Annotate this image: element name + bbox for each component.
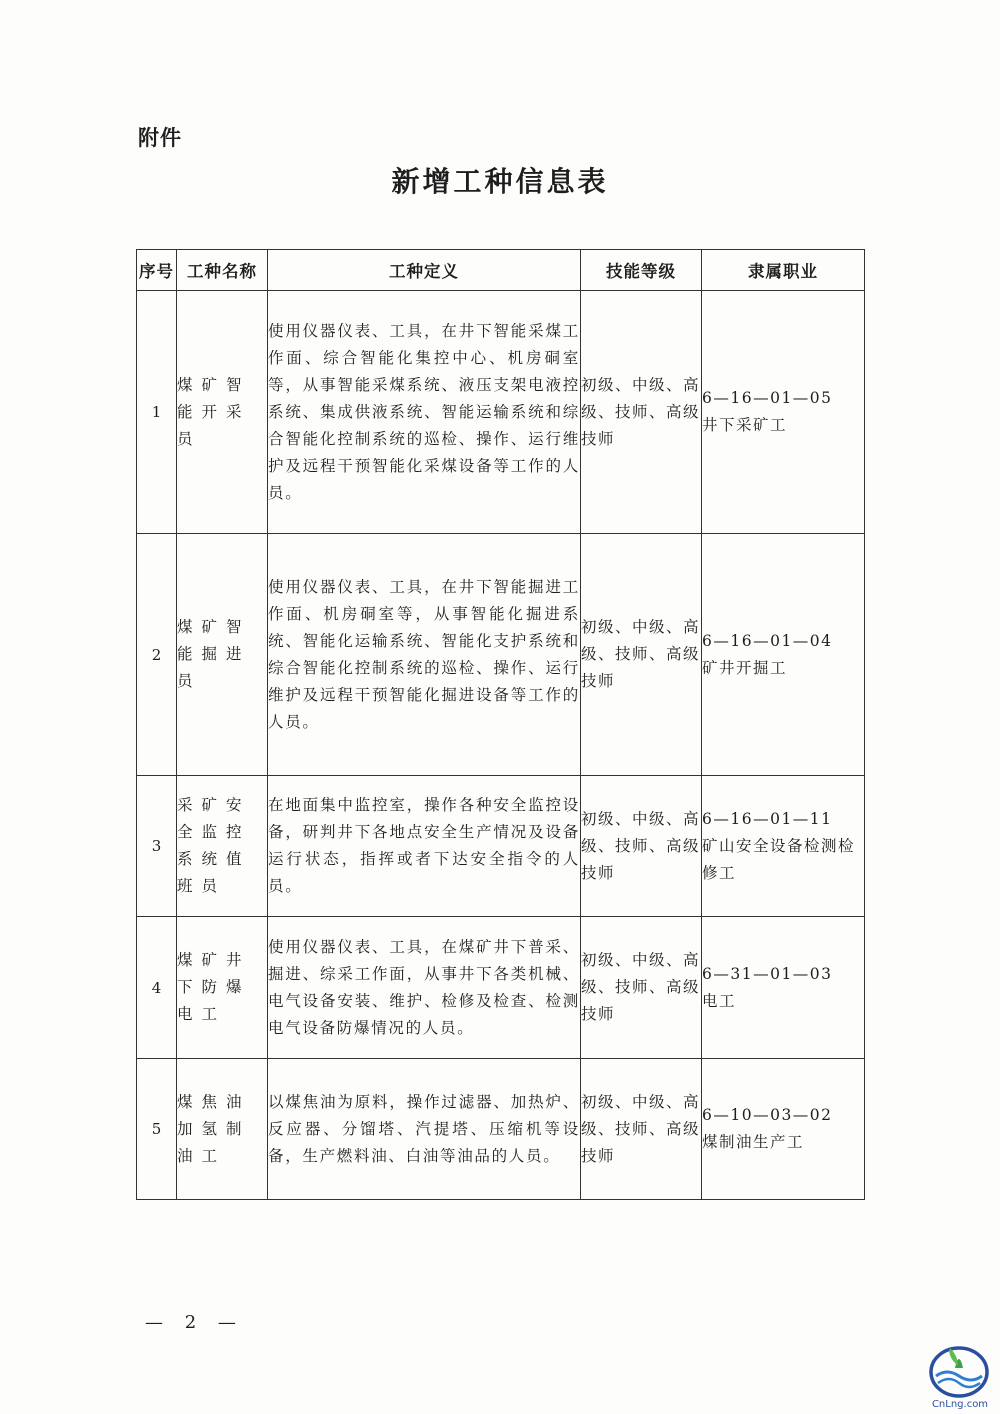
row-definition: 使用仪器仪表、工具，在煤矿井下普采、掘进、综采工作面，从事井下各类机械、电气设备安装、维护、检修及检查、检测电气设备防爆情况的人员。 (268, 917, 581, 1059)
row-occupation (702, 291, 865, 534)
row-definition: 使用仪器仪表、工具，在井下智能采煤工作面、综合智能化集控中心、机房硐室等，从事智能采煤系统、液压支架电液控系统、集成供液系统、智能运输系统和综合智能化控制系统的巡检、操作、运行维护及远程干预智能化采煤设备等工作的人员。 (268, 291, 581, 534)
table-row (137, 534, 865, 776)
watermark-text: CnLng.com (931, 1399, 989, 1410)
row-occupation (702, 534, 865, 776)
occupation-name: 矿井开掘工 (702, 658, 788, 677)
row-occupation (702, 776, 865, 917)
column-header-level: 技能等级 (581, 250, 702, 291)
row-occupation (702, 917, 865, 1059)
row-level: 初级、中级、高级、技师、高级技师 (581, 291, 702, 534)
row-index: 2 (137, 534, 177, 776)
table-row (137, 776, 865, 917)
occupation-name: 电工 (702, 991, 737, 1010)
row-index: 4 (137, 917, 177, 1059)
column-header-index: 序号 (137, 250, 177, 291)
column-header-occupation: 隶属职业 (702, 250, 865, 291)
occupation-code: 6—16—01—04 (702, 631, 833, 650)
table-row (137, 291, 865, 534)
row-occupation (702, 1059, 865, 1200)
row-index: 5 (137, 1059, 177, 1200)
occupation-code: 6—16—01—11 (702, 809, 833, 828)
page-number: — 2 — (145, 1312, 244, 1333)
row-level: 初级、中级、高级、技师、高级技师 (581, 1059, 702, 1200)
row-name: 煤矿智能开采员 (177, 291, 268, 534)
row-name: 煤焦油加氢制油工 (177, 1059, 268, 1200)
row-name: 煤矿井下防爆电工 (177, 917, 268, 1059)
row-definition: 使用仪器仪表、工具，在井下智能掘进工作面、机房硐室等，从事智能化掘进系统、智能化运输系统、智能化支护系统和综合智能化控制系统的巡检、操作、运行维护及远程干预智能化掘进设备等工作的人员。 (268, 534, 581, 776)
row-definition: 以煤焦油为原料，操作过滤器、加热炉、反应器、分馏塔、汽提塔、压缩机等设备，生产燃料油、白油等油品的人员。 (268, 1059, 581, 1200)
column-header-definition: 工种定义 (268, 250, 581, 291)
attachment-label: 附件 (138, 126, 182, 150)
occupation-table (136, 249, 865, 1200)
row-name: 采矿安全监控系统值班员 (177, 776, 268, 917)
occupation-code: 6—16—01—05 (702, 389, 833, 407)
document-title: 新增工种信息表 (391, 165, 609, 198)
column-header-name: 工种名称 (177, 250, 268, 291)
row-level: 初级、中级、高级、技师、高级技师 (581, 776, 702, 917)
table-row (137, 917, 865, 1059)
occupation-code: 6—31—01—03 (702, 964, 833, 983)
row-name: 煤矿智能掘进员 (177, 534, 268, 776)
occupation-name: 井下采矿工 (702, 416, 788, 434)
row-index: 1 (137, 291, 177, 534)
table-row (137, 1059, 865, 1200)
table-header-row (137, 250, 865, 291)
occupation-name: 矿山安全设备检测检修工 (702, 836, 856, 882)
row-definition: 在地面集中监控室，操作各种安全监控设备，研判井下各地点安全生产情况及设备运行状态，指挥或者下达安全指令的人员。 (268, 776, 581, 917)
occupation-code: 6—10—03—02 (702, 1106, 833, 1124)
row-index: 3 (137, 776, 177, 917)
row-level: 初级、中级、高级、技师、高级技师 (581, 917, 702, 1059)
row-level: 初级、中级、高级、技师、高级技师 (581, 534, 702, 776)
occupation-name: 煤制油生产工 (702, 1133, 805, 1151)
